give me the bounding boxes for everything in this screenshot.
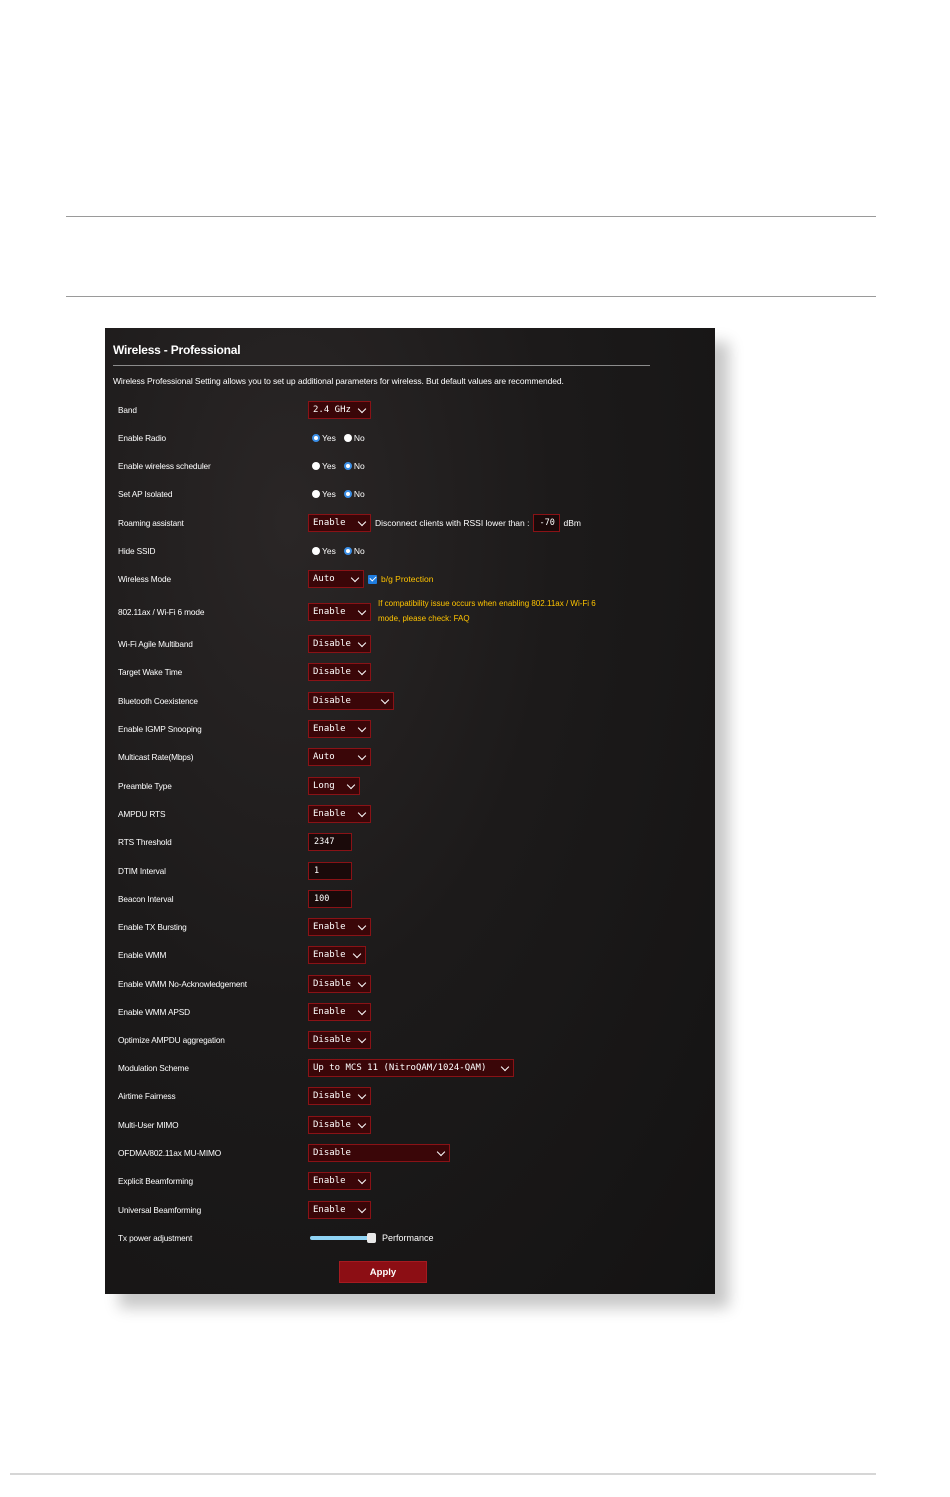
row-ap-isolated [105,484,715,504]
ofdma-value: Disable [313,1148,351,1158]
modulation-select[interactable] [308,1059,514,1077]
ap-isolated-no-radio[interactable] [344,490,352,498]
bg-protection-label: b/g Protection [381,574,434,584]
chevron-down-icon [501,1063,509,1071]
row-multi-user-mimo [105,1115,715,1135]
row-roaming-assistant [105,513,715,533]
hide-ssid-no-radio[interactable] [344,547,352,555]
page-description: Wireless Professional Setting allows you to set up additional parameters for wireless. But default values are recommended. [113,376,564,386]
modulation-value: Up to MCS 11 (NitroQAM/1024-QAM) [313,1063,487,1073]
enable-radio-no-radio[interactable] [344,434,352,442]
airtime-select[interactable] [308,1087,371,1105]
wifi6-warning [378,596,596,626]
enable-radio-label: Enable Radio [118,433,167,443]
dtim-value: 1 [314,866,320,876]
bg-protection-checkbox[interactable] [368,575,377,584]
ampdu-rts-label: AMPDU RTS [118,809,166,819]
row-rts-threshold [105,832,715,852]
row-enable-radio [105,428,715,448]
rts-threshold-value: 2347 [314,837,335,847]
rssi-unit: dBm [563,518,581,528]
chevron-down-icon [358,607,366,615]
row-preamble-type [105,776,715,796]
explicit-bf-value: Enable [313,1176,346,1186]
bluetooth-value: Disable [313,696,351,706]
wmm-noack-value: Disable [313,979,351,989]
roaming-select[interactable] [308,514,371,532]
multicast-select[interactable] [308,748,371,766]
chevron-down-icon [358,1205,366,1213]
row-multicast-rate [105,747,715,767]
no-label: No [353,489,365,499]
row-wireless-mode [105,569,715,589]
preamble-value: Long [313,781,335,791]
row-airtime-fairness [105,1086,715,1106]
mu-mimo-label: Multi-User MIMO [118,1120,179,1130]
row-wifi6-mode [105,599,715,623]
page-title: Wireless - Professional [113,343,241,357]
igmp-value: Enable [313,724,346,734]
wmm-noack-select[interactable] [308,975,371,993]
slider-handle[interactable] [367,1233,376,1243]
row-wmm-no-ack [105,974,715,994]
chevron-down-icon [347,781,355,789]
enable-radio-yes-radio[interactable] [312,434,320,442]
ap-isolated-yes-radio[interactable] [312,490,320,498]
wmm-apsd-label: Enable WMM APSD [118,1007,190,1017]
band-select[interactable] [308,401,371,419]
wireless-mode-value: Auto [313,574,335,584]
band-label: Band [118,405,137,415]
apply-button[interactable]: Apply [339,1261,427,1283]
hide-ssid-label: Hide SSID [118,546,156,556]
wmm-apsd-select[interactable] [308,1003,371,1021]
preamble-select[interactable] [308,777,360,795]
no-label: No [353,433,365,443]
footer-divider [10,1473,876,1475]
ampdu-agg-value: Disable [313,1035,351,1045]
row-bluetooth-coexistence [105,691,715,711]
title-divider [113,365,650,366]
agile-multiband-value: Disable [313,639,351,649]
twt-select[interactable] [308,663,371,681]
dtim-input[interactable] [308,862,352,880]
no-label: No [353,461,365,471]
row-target-wake-time [105,662,715,682]
yes-label: Yes [322,433,336,443]
yes-label: Yes [322,461,336,471]
agile-multiband-select[interactable] [308,635,371,653]
row-wmm [105,945,715,965]
no-label: No [353,546,365,556]
row-tx-bursting [105,917,715,937]
multicast-value: Auto [313,752,335,762]
roaming-label: Roaming assistant [118,518,184,528]
row-igmp-snooping [105,719,715,739]
ampdu-rts-value: Enable [313,809,346,819]
universal-bf-label: Universal Beamforming [118,1205,202,1215]
row-universal-beamforming [105,1200,715,1220]
tx-bursting-select[interactable] [308,918,371,936]
chevron-down-icon [358,639,366,647]
universal-bf-value: Enable [313,1205,346,1215]
row-hide-ssid [105,541,715,561]
hide-ssid-yes-radio[interactable] [312,547,320,555]
explicit-bf-label: Explicit Beamforming [118,1176,193,1186]
rts-threshold-input[interactable] [308,833,352,851]
row-ofdma [105,1143,715,1163]
chevron-down-icon [358,1035,366,1043]
chevron-down-icon [358,1120,366,1128]
tx-power-value-label: Performance [382,1233,434,1243]
chevron-down-icon [358,1007,366,1015]
chevron-down-icon [358,405,366,413]
wmm-value: Enable [313,950,346,960]
row-wireless-scheduler [105,456,715,476]
yes-label: Yes [322,546,336,556]
tx-power-slider[interactable] [310,1236,372,1240]
row-modulation-scheme [105,1058,715,1078]
row-tx-power [105,1228,715,1248]
preamble-label: Preamble Type [118,781,172,791]
wifi6-warning-line1: If compatibility issue occurs when enabling 802.11ax / Wi-Fi 6 [378,599,596,608]
agile-multiband-label: Wi-Fi Agile Multiband [118,639,193,649]
row-dtim-interval [105,861,715,881]
chevron-down-icon [358,1176,366,1184]
wmm-label: Enable WMM [118,950,167,960]
tx-bursting-label: Enable TX Bursting [118,922,187,932]
ampdu-rts-select[interactable] [308,805,371,823]
chevron-down-icon [358,979,366,987]
wireless-professional-panel [105,328,715,1294]
chevron-down-icon [358,667,366,675]
beacon-input[interactable] [308,890,352,908]
rssi-input[interactable] [533,514,560,532]
scheduler-label: Enable wireless scheduler [118,461,211,471]
row-ampdu-aggregation [105,1030,715,1050]
airtime-label: Airtime Fairness [118,1091,176,1101]
rssi-text: Disconnect clients with RSSI lower than : [375,518,530,528]
beacon-label: Beacon Interval [118,894,174,904]
wmm-select[interactable] [308,946,366,964]
chevron-down-icon [353,950,361,958]
chevron-down-icon [358,752,366,760]
ofdma-label: OFDMA/802.11ax MU-MIMO [118,1148,222,1158]
universal-bf-select[interactable] [308,1201,371,1219]
scheduler-yes-radio[interactable] [312,462,320,470]
wireless-mode-label: Wireless Mode [118,574,171,584]
ap-isolated-label: Set AP Isolated [118,489,173,499]
mu-mimo-select[interactable] [308,1116,371,1134]
igmp-label: Enable IGMP Snooping [118,724,202,734]
wmm-noack-label: Enable WMM No-Acknowledgement [118,979,247,989]
chevron-down-icon [358,724,366,732]
tx-power-label: Tx power adjustment [118,1233,193,1243]
row-wmm-apsd [105,1002,715,1022]
beacon-value: 100 [314,894,330,904]
row-beacon-interval [105,889,715,909]
row-agile-multiband [105,634,715,654]
mu-mimo-value: Disable [313,1120,351,1130]
igmp-select[interactable] [308,720,371,738]
roaming-value: Enable [313,518,346,528]
chevron-down-icon [358,922,366,930]
ampdu-agg-select[interactable] [308,1031,371,1049]
wifi6-select[interactable] [308,603,371,621]
ofdma-select[interactable] [308,1144,450,1162]
wmm-apsd-value: Enable [313,1007,346,1017]
row-ampdu-rts [105,804,715,824]
chevron-down-icon [437,1148,445,1156]
scheduler-no-radio[interactable] [344,462,352,470]
airtime-value: Disable [313,1091,351,1101]
chevron-down-icon [351,574,359,582]
explicit-bf-select[interactable] [308,1172,371,1190]
chevron-down-icon [358,518,366,526]
tx-bursting-value: Enable [313,922,346,932]
chevron-down-icon [358,1091,366,1099]
ampdu-agg-label: Optimize AMPDU aggregation [118,1035,225,1045]
modulation-label: Modulation Scheme [118,1063,189,1073]
band-value: 2.4 GHz [313,405,351,415]
chevron-down-icon [358,809,366,817]
bluetooth-select[interactable] [308,692,394,710]
wifi6-value: Enable [313,607,346,617]
rts-threshold-label: RTS Threshold [118,837,172,847]
wifi6-warning-line2[interactable]: mode, please check: FAQ [378,614,470,623]
top-divider [66,216,876,217]
dtim-label: DTIM Interval [118,866,166,876]
bluetooth-label: Bluetooth Coexistence [118,696,198,706]
twt-value: Disable [313,667,351,677]
row-band [105,400,715,420]
rssi-value: -70 [539,518,555,528]
middle-divider [66,296,876,297]
wifi6-label: 802.11ax / Wi-Fi 6 mode [118,607,205,617]
chevron-down-icon [381,696,389,704]
multicast-label: Multicast Rate(Mbps) [118,752,194,762]
row-explicit-beamforming [105,1171,715,1191]
wireless-mode-select[interactable] [308,570,364,588]
yes-label: Yes [322,489,336,499]
twt-label: Target Wake Time [118,667,183,677]
